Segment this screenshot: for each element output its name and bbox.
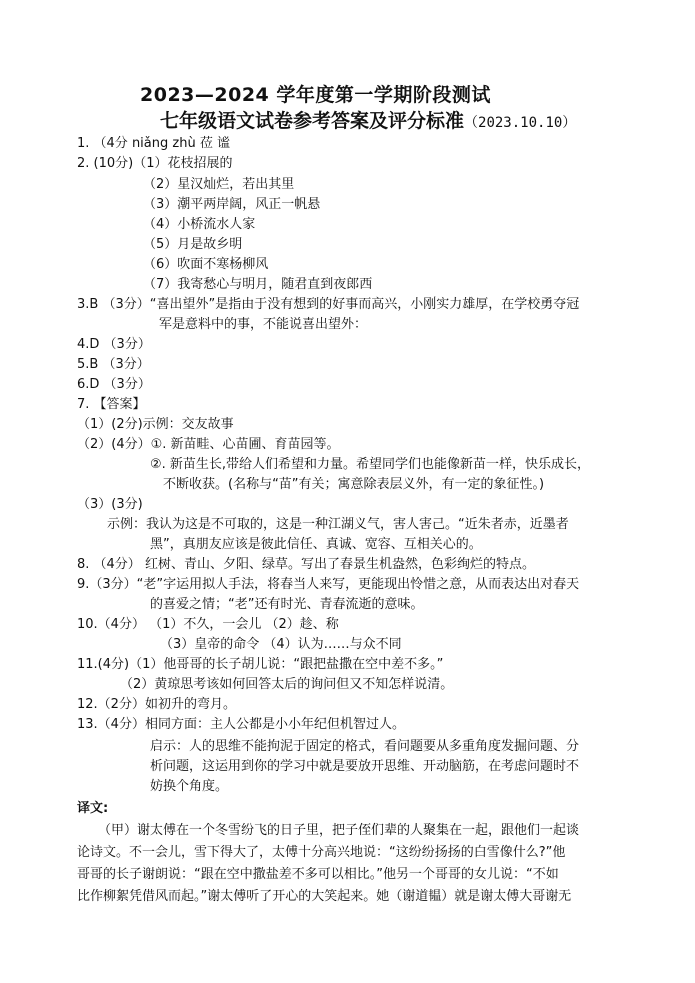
answer-q1: 1. （4分 niǎng zhù 莅 谧: [77, 136, 230, 151]
answer-q13-line3: 析问题，这运用到你的学习中就是要放开思维、开动脑筋，在考虑问题时不: [150, 759, 580, 774]
answer-q6: 6.D （3分）: [77, 377, 151, 392]
answer-q2-head: 2. (10分)（1）花枝招展的: [77, 156, 233, 171]
answer-q7-part1: （1）(2分)示例：交友故事: [77, 417, 234, 432]
answer-q13-line2: 启示：人的思维不能拘泥于固定的格式，看问题要从多重角度发掘问题、分: [150, 739, 580, 754]
translation-line: 哥哥的长子谢朗说：“跟在空中撒盐差不多可以相比。”他另一个哥哥的女儿说：“不如: [77, 867, 559, 882]
answer-q13-line4: 妨换个角度。: [150, 779, 229, 794]
answer-q9-line2: 的喜爱之情；“老”还有时光、青春流逝的意味。: [150, 597, 424, 612]
answer-q7-head: 7. 【答案】: [77, 397, 146, 412]
page-title: 2023—2024 学年度第一学期阶段测试: [140, 84, 491, 106]
answer-q4: 4.D （3分）: [77, 337, 151, 352]
answer-q10-line2: （3）皇帝的命令 （4）认为……与众不同: [160, 637, 402, 652]
answer-q11-line1: 11.(4分)（1）他哥哥的长子胡儿说：“跟把盐撒在空中差不多。”: [77, 657, 444, 672]
answer-q7-part2b: ②. 新苗生长,带给人们希望和力量。希望同学们也能像新苗一样，快乐成长，: [150, 457, 591, 472]
translation-line: 论诗文。不一会儿，雪下得大了，太傅十分高兴地说：“这纷纷扬扬的白雪像什么?”他: [77, 845, 566, 860]
answer-q9-line1: 9.（3分）“老”字运用拟人手法，将春当人来写，更能现出怜惜之意，从而表达出对春天: [77, 577, 580, 592]
subtitle-date: （2023.10.10）: [464, 115, 577, 131]
answer-q2-item: （7）我寄愁心与明月，随君直到夜郎西: [143, 277, 373, 292]
answer-q11-line2: （2）黄琼思考该如何回答太后的询问但又不知怎样说清。: [120, 677, 454, 692]
translation-heading: 译文:: [77, 801, 109, 816]
translation-line: （甲）谢太傅在一个冬雪纷飞的日子里，把子侄们辈的人聚集在一起，跟他们一起谈: [98, 823, 580, 838]
answer-q7-part3: （3）(3分): [77, 497, 143, 512]
answer-q2-item: （4）小桥流水人家: [143, 217, 256, 232]
subtitle-text: 七年级语文试卷参考答案及评分标准: [160, 110, 465, 132]
translation-line: 比作柳絮凭借风而起。”谢太傅听了开心的大笑起来。她（谢道韫）就是谢太傅大哥谢无: [77, 889, 572, 904]
page-subtitle: [160, 106, 576, 133]
answer-q7-part2a: （2）(4分）①. 新苗畦、心苗圃、育苗园等。: [77, 437, 340, 452]
answer-q12: 12.（2分）如初升的弯月。: [77, 697, 236, 712]
answer-q2-item: （5）月是故乡明: [143, 237, 243, 252]
answer-q3-line1: 3.B （3分）“喜出望外”是指由于没有想到的好事而高兴，小刚实力雄厚，在学校勇夺冠: [77, 297, 580, 312]
answer-q13-line1: 13.（4分）相同方面：主人公都是小小年纪但机智过人。: [77, 717, 405, 732]
answer-q7-part2c: 不断收获。(名称与“苗”有关；寓意除表层义外，有一定的象征性。): [163, 477, 545, 492]
answer-q7-part3a: 示例：我认为这是不可取的，这是一种江湖义气，害人害己。“近朱者赤，近墨者: [107, 517, 569, 532]
answer-q2-item: （6）吹面不寒杨柳风: [143, 257, 269, 272]
answer-q2-item: （2）星汉灿烂，若出其里: [143, 177, 295, 192]
answer-q8: 8. （4分） 红树、青山、夕阳、绿草。写出了春景生机盎然，色彩绚烂的特点。: [77, 557, 535, 572]
answer-q10-line1: 10.（4分） （1）不久，一会儿 （2）趁、称: [77, 617, 339, 632]
answer-q2-item: （3）潮平两岸阔，风正一帆悬: [143, 197, 321, 212]
answer-q3-line2: 军是意料中的事，不能说喜出望外：: [159, 317, 368, 332]
answer-q7-part3b: 黑”，真朋友应该是彼此信任、真诚、宽容、互相关心的。: [150, 537, 482, 552]
answer-q5: 5.B （3分）: [77, 357, 150, 372]
